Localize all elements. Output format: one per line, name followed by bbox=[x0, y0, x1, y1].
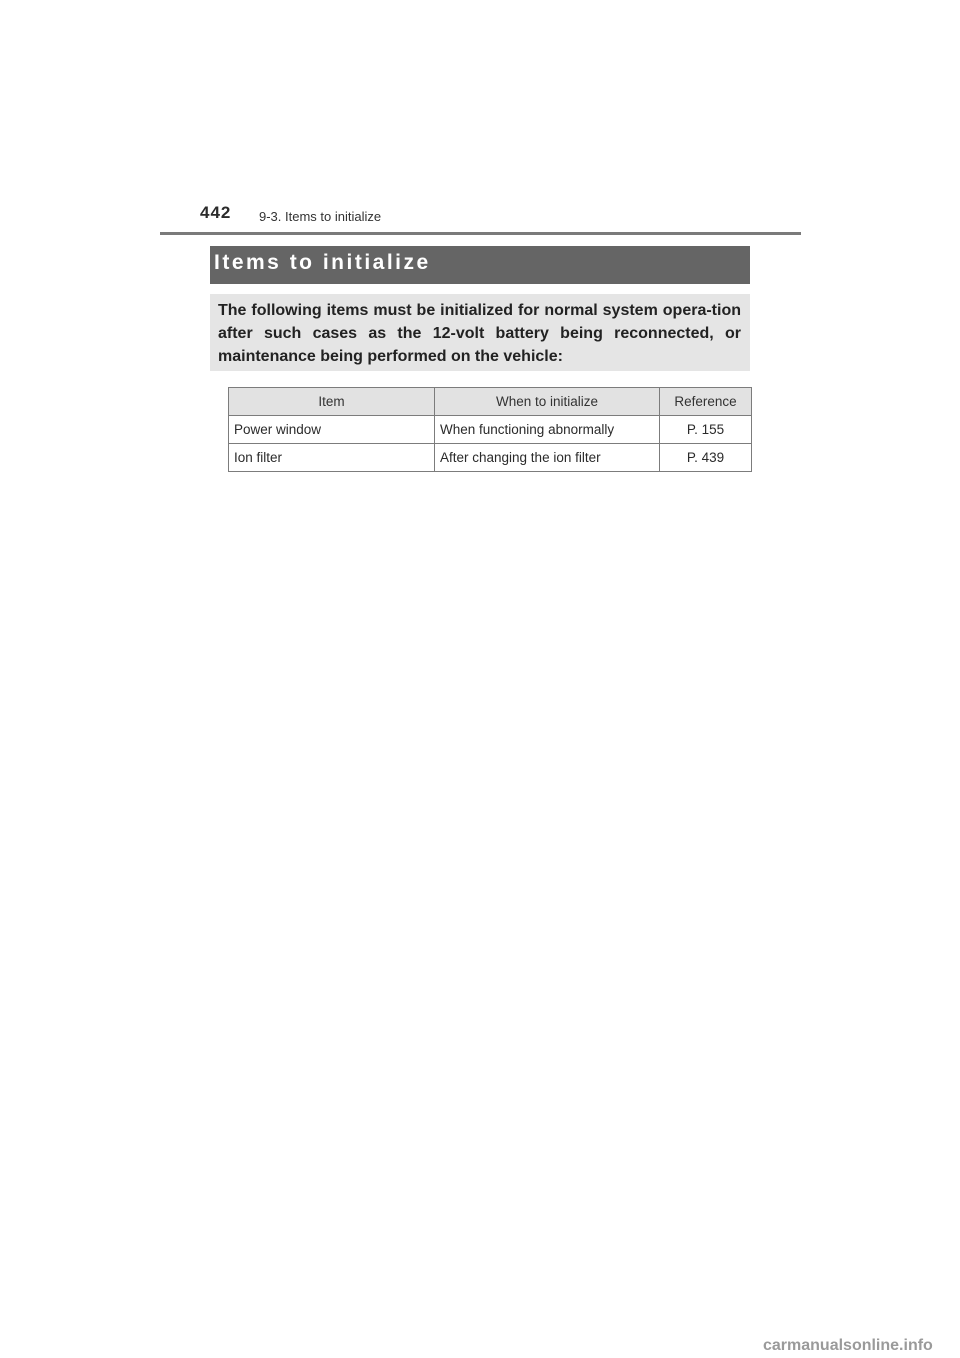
when-cell: After changing the ion filter bbox=[435, 444, 660, 472]
section-title: Items to initialize bbox=[214, 251, 431, 274]
column-header-when: When to initialize bbox=[435, 388, 660, 416]
intro-text: The following items must be initialized for normal system opera-tion after such cases as the 12-volt battery being reconnected, or maintenance being performed on the vehicle: bbox=[218, 302, 741, 365]
intro-box bbox=[210, 294, 750, 371]
initialize-table bbox=[228, 387, 752, 472]
column-header-reference: Reference bbox=[660, 388, 752, 416]
reference-cell: P. 155 bbox=[660, 416, 752, 444]
table-header-row bbox=[229, 388, 752, 416]
watermark: carmanualsonline.info bbox=[763, 1337, 933, 1354]
table-row bbox=[229, 416, 752, 444]
running-head: 9-3. Items to initialize bbox=[259, 209, 382, 224]
reference-cell: P. 439 bbox=[660, 444, 752, 472]
table-row bbox=[229, 444, 752, 472]
item-cell: Ion filter bbox=[229, 444, 435, 472]
when-cell: When functioning abnormally bbox=[435, 416, 660, 444]
page-number: 442 bbox=[200, 203, 232, 222]
item-cell: Power window bbox=[229, 416, 435, 444]
column-header-item: Item bbox=[229, 388, 435, 416]
section-title-bar bbox=[210, 246, 750, 284]
header-rule bbox=[160, 232, 801, 235]
